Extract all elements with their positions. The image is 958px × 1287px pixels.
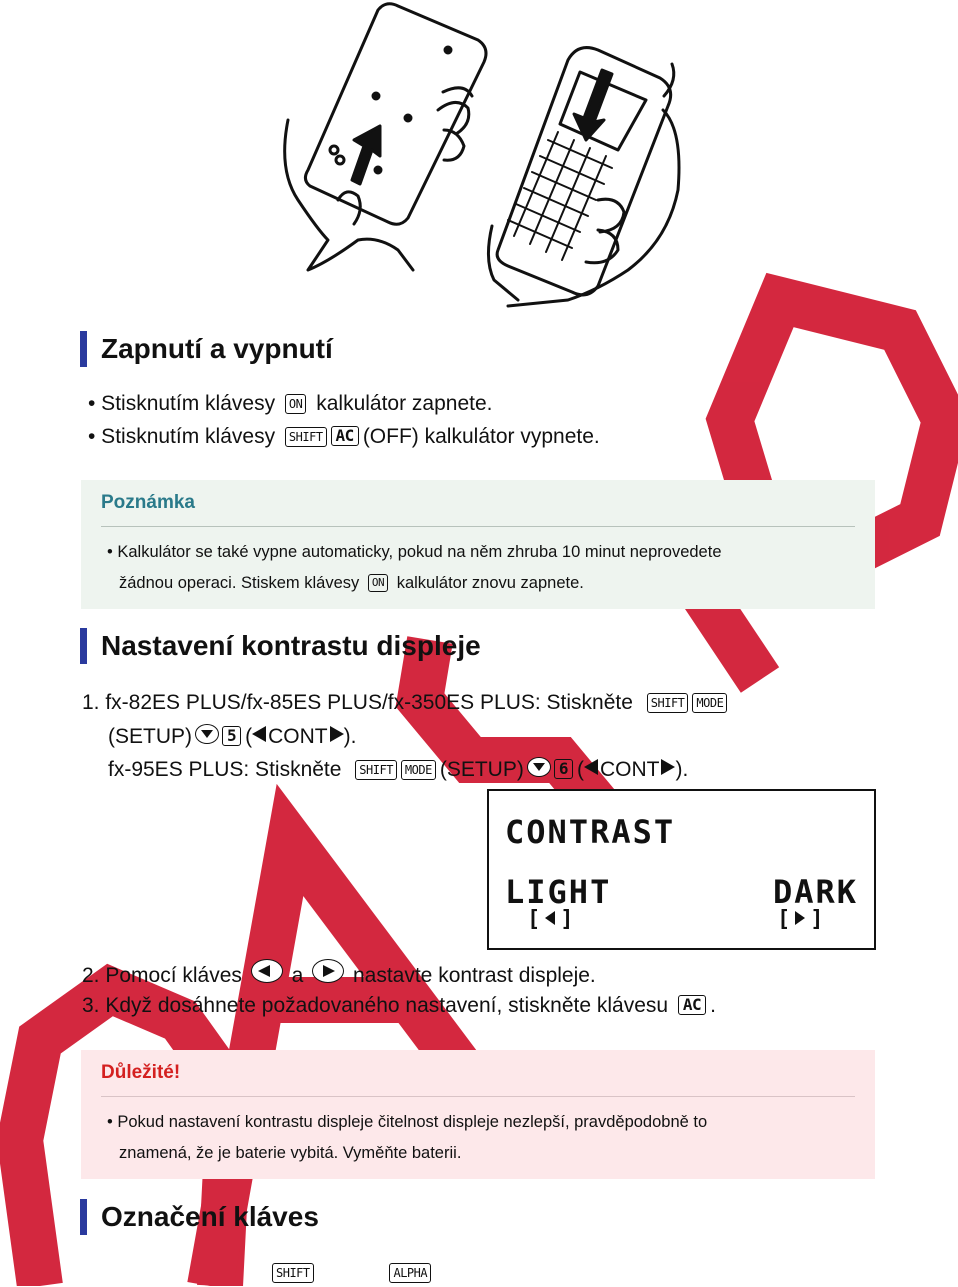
key-labels-row xyxy=(268,1259,435,1287)
right-triangle-icon xyxy=(795,911,805,925)
down-arrow-round-key-icon xyxy=(527,757,551,777)
contrast-lcd-display xyxy=(487,789,876,950)
setup-text: (SETUP) xyxy=(108,725,192,748)
right-triangle-icon xyxy=(330,726,344,742)
note-text: žádnou operaci. Stiskem klávesy xyxy=(119,574,360,592)
lcd-dark-label: DARK xyxy=(773,873,859,911)
shift-key-icon: SHIFT xyxy=(285,427,327,447)
lcd-right-indicator xyxy=(777,907,824,932)
instruction-text: kalkulátor zapnete. xyxy=(316,392,493,415)
step-3 xyxy=(82,992,716,1020)
paren-open: ( xyxy=(245,725,253,748)
paren-close: ). xyxy=(343,725,357,748)
step-2 xyxy=(82,959,596,990)
note-divider xyxy=(101,526,855,527)
shift-key-icon: SHIFT xyxy=(355,760,397,780)
down-arrow-round-key-icon xyxy=(195,724,219,744)
left-triangle-icon xyxy=(545,911,555,925)
step-text: . xyxy=(710,994,717,1017)
note-box xyxy=(81,480,875,609)
mode-key-icon: MODE xyxy=(692,693,727,713)
lcd-title: CONTRAST xyxy=(505,813,676,851)
note-title: Poznámka xyxy=(101,492,195,513)
mode-key-icon: MODE xyxy=(401,760,436,780)
bracket-open: [ xyxy=(777,907,791,932)
step-text: 1. fx-82ES PLUS/fx-85ES PLUS/fx-350ES PLUS: Stiskněte xyxy=(82,691,633,714)
step-1-line-1 xyxy=(82,689,731,717)
instruction-text: • Stisknutím klávesy xyxy=(88,392,276,415)
on-key-icon: ON xyxy=(368,574,388,592)
section-title-contrast: Nastavení kontrastu displeje xyxy=(80,628,481,664)
ac-key-icon: AC xyxy=(678,995,706,1015)
bracket-close: ] xyxy=(810,907,824,932)
hands-opening-calculator-illustration xyxy=(268,0,688,310)
important-line-2: znamená, že je baterie vybitá. Vyměňte baterii. xyxy=(119,1144,462,1162)
note-text: kalkulátor znovu zapnete. xyxy=(396,574,584,592)
instruction-text: • Stisknutím klávesy xyxy=(88,425,276,448)
note-line-1: • Kalkulátor se také vypne automaticky, pokud na něm zhruba 10 minut neprovedete xyxy=(107,543,722,561)
power-off-instruction xyxy=(88,423,600,451)
cont-text: CONT xyxy=(599,758,660,781)
note-line-2 xyxy=(119,568,584,598)
right-arrow-round-key-icon xyxy=(312,959,344,983)
instruction-text: (OFF) kalkulátor vypnete. xyxy=(362,425,600,448)
six-key-icon: 6 xyxy=(554,759,573,779)
bracket-close: ] xyxy=(560,907,574,932)
lcd-light-label: LIGHT xyxy=(505,873,612,911)
cont-text: CONT xyxy=(268,725,328,748)
step-text: 2. Pomocí kláves xyxy=(82,964,242,987)
step-text: 3. Když dosáhnete požadovaného nastavení, stiskněte klávesu xyxy=(82,994,669,1017)
shift-key-icon: SHIFT xyxy=(272,1263,314,1283)
right-triangle-icon xyxy=(661,759,675,775)
important-divider xyxy=(101,1096,855,1097)
important-box xyxy=(81,1050,875,1179)
setup-text: (SETUP) xyxy=(439,758,524,781)
important-line-1: • Pokud nastavení kontrastu displeje čitelnost displeje nezlepší, pravděpodobně to xyxy=(107,1113,708,1131)
important-title: Důležité! xyxy=(101,1062,181,1083)
bracket-open: [ xyxy=(527,907,541,932)
lcd-left-indicator xyxy=(527,907,574,932)
paren-close: ). xyxy=(675,758,689,781)
step-text: a xyxy=(291,964,304,987)
ac-key-icon: AC xyxy=(331,426,359,446)
alpha-key-icon: ALPHA xyxy=(389,1263,431,1283)
five-key-icon: 5 xyxy=(222,726,241,746)
section-title-power: Zapnutí a vypnutí xyxy=(80,331,333,367)
shift-key-icon: SHIFT xyxy=(647,693,689,713)
step-text: nastavte kontrast displeje. xyxy=(352,964,596,987)
step-1-line-3 xyxy=(108,756,688,784)
paren-open: ( xyxy=(576,758,584,781)
step-text: fx-95ES PLUS: Stiskněte xyxy=(108,758,342,781)
left-triangle-icon xyxy=(584,759,598,775)
left-arrow-round-key-icon xyxy=(251,959,283,983)
power-on-instruction xyxy=(88,390,493,418)
section-title-keys: Označení kláves xyxy=(80,1199,319,1235)
on-key-icon: ON xyxy=(285,394,306,414)
step-1-line-2 xyxy=(108,723,356,751)
left-triangle-icon xyxy=(252,726,266,742)
